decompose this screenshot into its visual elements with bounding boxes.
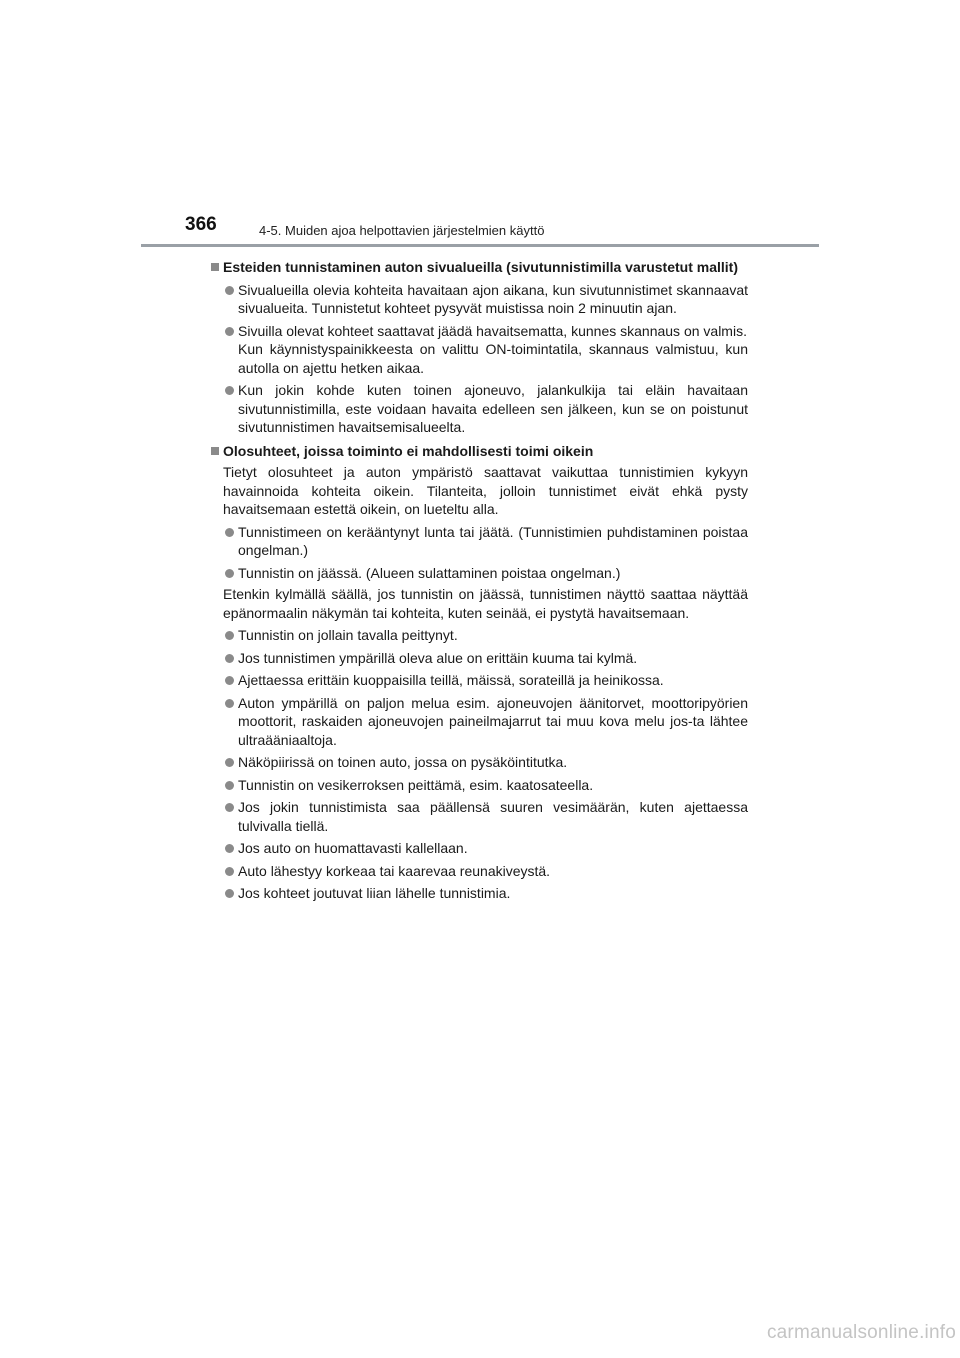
section-title: 4-5. Muiden ajoa helpottavien järjestelmien käyttö [259,223,545,238]
list-item: Jos kohteet joutuvat liian lähelle tunnistimia. [211,884,748,903]
list-item: Ajettaessa erittäin kuoppaisilla teillä, mäissä, sorateillä ja heinikossa. [211,671,748,690]
list-item: Tunnistimeen on kerääntynyt lunta tai jäätä. (Tunnistimien puhdistaminen poistaa ongelman.) [211,523,748,560]
list-item: Jos jokin tunnistimista saa päällensä suuren vesimäärän, kuten ajettaessa tulvivalla tiellä. [211,798,748,835]
page-header [0,0,960,250]
header-divider [141,244,819,247]
list-item: Auton ympärillä on paljon melua esim. ajoneuvojen äänitorvet, moottoripyörien moottorit, raskaiden ajoneuvojen paineilmajarrut tai muu kova melu jos-ta lähtee ultraääniaaltoja. [211,694,748,750]
list-item: Jos auto on huomattavasti kallellaan. [211,839,748,858]
list-item: Kun jokin kohde kuten toinen ajoneuvo, jalankulkija tai eläin havaitaan sivutunnistimilla, este voidaan havaita edelleen sen jälkeen, kun se on poistunut sivutunnistimen havaitsemisalueelta. [211,381,748,437]
list-item [211,322,748,378]
watermark: carmanualsonline.info [766,1322,956,1343]
list-item: Auto lähestyy korkeaa tai kaarevaa reunakiveystä. [211,862,748,881]
paragraph: Etenkin kylmällä säällä, jos tunnistin on jäässä, tunnistimen näyttö saattaa näyttää epänormaalin näkymän tai kohteita, kuten seinää, ei pystytä havaitsemaan. [223,586,748,621]
page-number: 366 [185,214,217,235]
page-content [211,253,748,903]
list-item: Sivualueilla olevia kohteita havaitaan ajon aikana, kun sivutunnistimet skannaavat sivualueita. Tunnistetut kohteet pysyvät muistissa noin 2 minuutin ajan. [211,281,748,318]
list-item: Tunnistin on vesikerroksen peittämä, esim. kaatosateella. [211,776,748,795]
section-heading: Esteiden tunnistaminen auton sivualueilla (sivutunnistimilla varustetut mallit) [211,258,748,277]
list-item-text: Sivuilla olevat kohteet saattavat jäädä havaitsematta, kunnes skannaus on valmis. [238,322,747,339]
list-item: Jos tunnistimen ympärillä oleva alue on erittäin kuuma tai kylmä. [211,649,748,668]
paragraph: Tietyt olosuhteet ja auton ympäristö saattavat vaikuttaa tunnistimien kykyyn havainnoida kohteita oikein. Tilanteita, jolloin tunnistimet eivät ehkä pysty havaitsemaan estettä oikein, on lueteltu alla. [223,464,748,517]
list-item-text: Kun käynnistyspainikkeesta on valittu ON-toimintatila, skannaus valmistuu, kun autolla on ajettu hetken aikaa. [238,341,748,376]
list-item: Näköpiirissä on toinen auto, jossa on pysäköintitutka. [211,753,748,772]
list-item: Tunnistin on jollain tavalla peittynyt. [211,626,748,645]
section-heading: Olosuhteet, joissa toiminto ei mahdollisesti toimi oikein [211,442,748,461]
list-item: Tunnistin on jäässä. (Alueen sulattaminen poistaa ongelman.) [211,564,748,583]
